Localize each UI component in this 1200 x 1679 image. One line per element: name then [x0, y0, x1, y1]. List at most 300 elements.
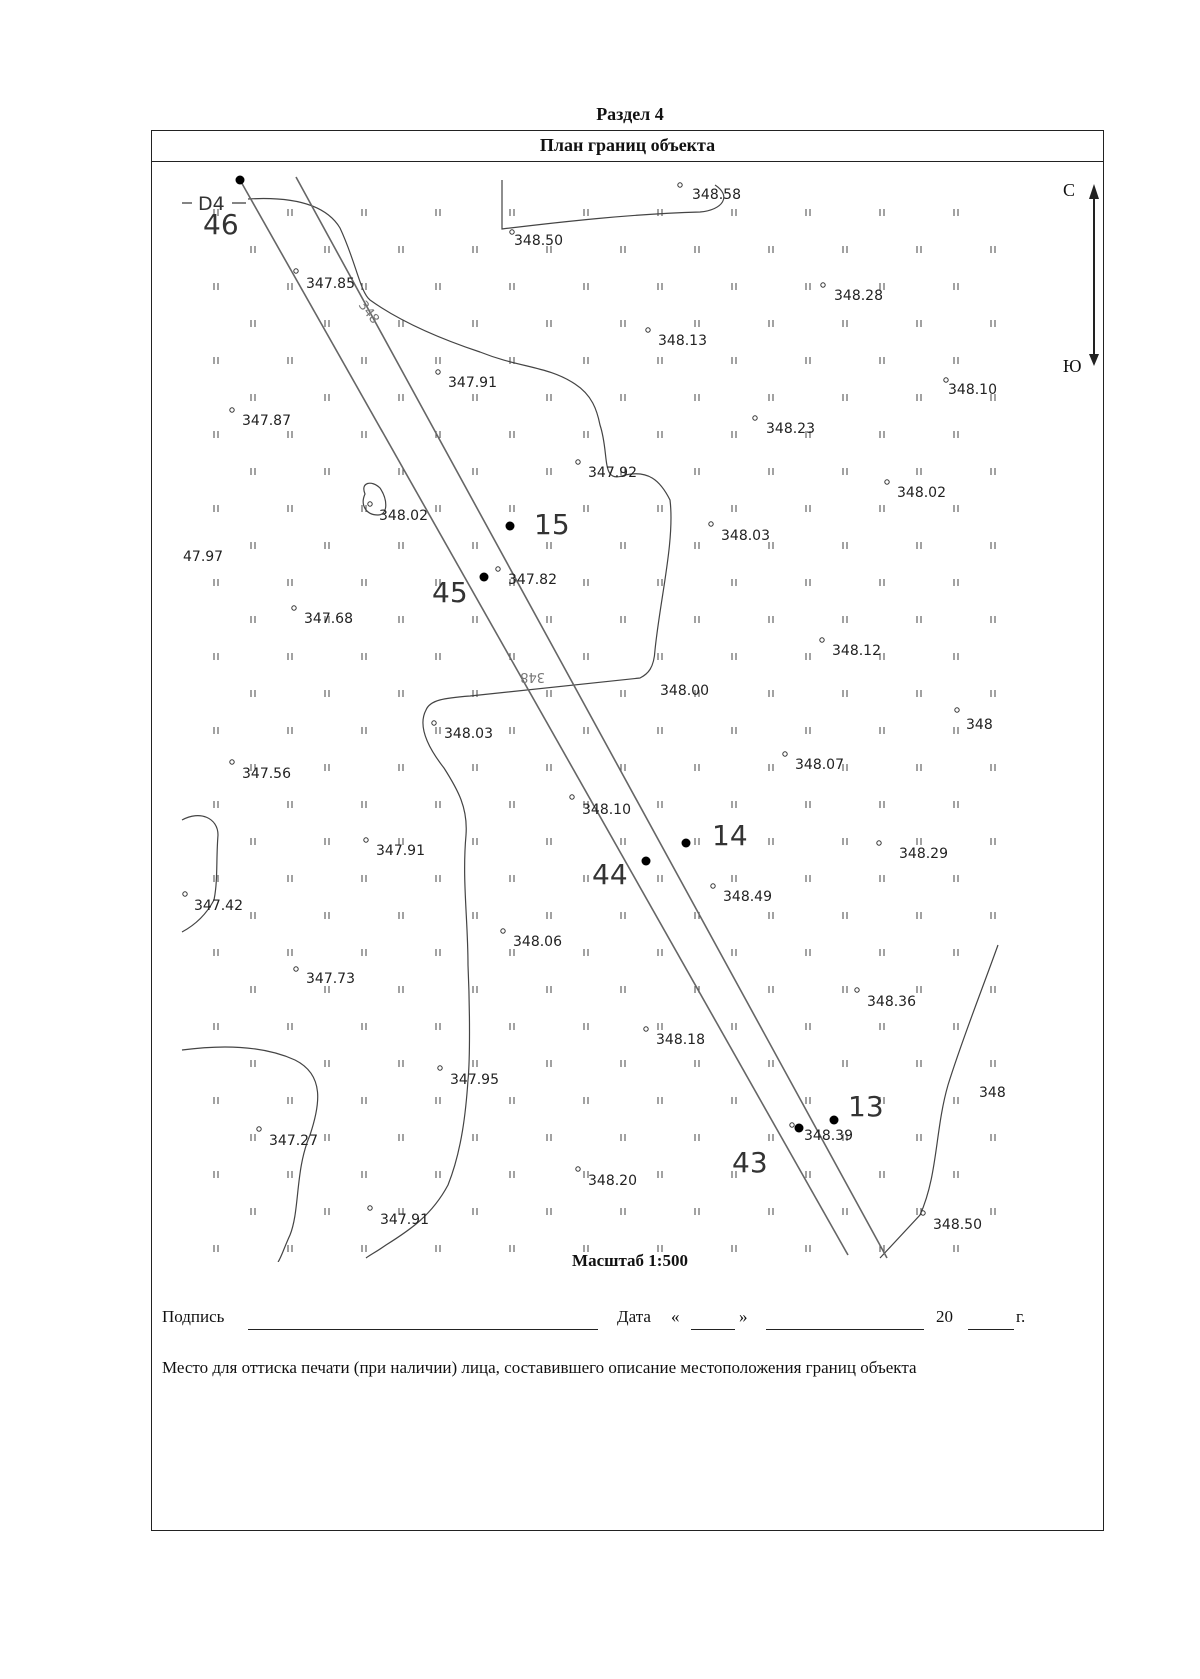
grid-mark	[806, 357, 810, 364]
spot-height-marker	[570, 795, 574, 799]
spot-height	[294, 269, 355, 292]
spot-height	[292, 606, 353, 627]
grid-mark	[362, 727, 366, 734]
grid-mark	[806, 505, 810, 512]
spot-height-value: 348.13	[658, 333, 707, 349]
grid-mark	[621, 690, 625, 697]
boundary-point-label: 13	[848, 1090, 884, 1123]
grid-mark	[399, 1134, 403, 1141]
grid-mark	[288, 1097, 292, 1104]
compass	[1089, 184, 1099, 366]
grid-mark	[806, 283, 810, 290]
grid-mark	[473, 1134, 477, 1141]
spot-height	[510, 230, 563, 249]
grid-mark	[288, 949, 292, 956]
grid-mark	[399, 468, 403, 475]
grid-mark	[880, 949, 884, 956]
spot-height	[368, 502, 428, 524]
spot-height-value: 348.10	[582, 802, 631, 818]
grid-mark	[473, 838, 477, 845]
grid-mark	[436, 1097, 440, 1104]
spot-height	[885, 480, 946, 501]
grid-mark	[473, 246, 477, 253]
grid-mark	[917, 616, 921, 623]
grid-mark	[473, 912, 477, 919]
spot-height-value: 348.50	[933, 1217, 982, 1233]
grid-mark	[288, 579, 292, 586]
grid-mark	[325, 1060, 329, 1067]
spot-height-marker	[753, 416, 757, 420]
grid-mark	[510, 1023, 514, 1030]
grid-mark	[621, 838, 625, 845]
spot-height-marker	[432, 721, 436, 725]
grid-mark	[843, 838, 847, 845]
grid-mark	[473, 1060, 477, 1067]
boundary-point-label: 14	[712, 819, 748, 852]
grid-mark	[695, 468, 699, 475]
grid-mark	[880, 1171, 884, 1178]
grid-mark	[510, 949, 514, 956]
spot-height	[644, 1027, 705, 1048]
spot-height-value: 347.85	[306, 276, 355, 292]
grid-mark	[917, 690, 921, 697]
spot-height-marker	[496, 567, 500, 571]
spot-height-value: 348.06	[513, 934, 562, 950]
spot-height-marker	[576, 1167, 580, 1171]
spot-height	[709, 522, 770, 544]
grid-mark	[954, 1023, 958, 1030]
spot-height-marker	[678, 183, 682, 187]
spot-height-value: 347.92	[588, 465, 637, 481]
grid-mark	[547, 1060, 551, 1067]
grid-mark	[732, 283, 736, 290]
grid-mark	[362, 579, 366, 586]
grid-mark	[880, 431, 884, 438]
grid-mark	[917, 986, 921, 993]
grid-mark	[214, 1097, 218, 1104]
plan-title: План границ объекта	[151, 130, 1104, 162]
grid-mark	[769, 1134, 773, 1141]
grid-mark	[399, 986, 403, 993]
grid-mark	[732, 1097, 736, 1104]
grid-mark	[436, 505, 440, 512]
grid-mark	[251, 1060, 255, 1067]
grid-mark	[510, 1097, 514, 1104]
grid-mark	[991, 912, 995, 919]
grid-mark	[325, 468, 329, 475]
grid-mark	[214, 653, 218, 660]
boundary-line-right	[296, 177, 887, 1258]
grid-mark	[510, 209, 514, 216]
grid-mark	[769, 764, 773, 771]
boundary-point-marker	[236, 176, 245, 185]
grid-mark	[399, 616, 403, 623]
grid-mark	[436, 1171, 440, 1178]
spot-height-marker	[711, 884, 715, 888]
spot-height-value: 348.18	[656, 1032, 705, 1048]
spot-height	[230, 408, 291, 429]
grid-mark	[547, 838, 551, 845]
grid-mark	[917, 1060, 921, 1067]
grid-mark	[473, 986, 477, 993]
grid-mark	[473, 764, 477, 771]
grid-mark	[584, 875, 588, 882]
grid-mark	[658, 431, 662, 438]
grid-mark	[362, 949, 366, 956]
grid-mark	[769, 468, 773, 475]
grid-mark	[880, 505, 884, 512]
scale-label: Масштаб 1:500	[572, 1251, 688, 1270]
grid-mark	[954, 431, 958, 438]
date-quote-open: «	[671, 1307, 680, 1326]
grid-mark	[769, 838, 773, 845]
grid-mark	[658, 1023, 662, 1030]
grid-mark	[251, 246, 255, 253]
grid-mark	[362, 801, 366, 808]
grid-mark	[991, 764, 995, 771]
grid-mark	[214, 1171, 218, 1178]
section-heading: Раздел 4	[596, 104, 664, 124]
grid-mark	[214, 727, 218, 734]
grid-mark	[436, 949, 440, 956]
grid-mark	[473, 394, 477, 401]
grid-mark	[658, 579, 662, 586]
spot-height-value: 348.39	[804, 1128, 853, 1144]
spot-height	[183, 892, 243, 914]
grid-mark	[732, 209, 736, 216]
grid-mark	[584, 579, 588, 586]
grid-mark	[806, 653, 810, 660]
grid-mark	[251, 838, 255, 845]
spot-height-value: 348.12	[832, 643, 881, 659]
grid-mark	[362, 1097, 366, 1104]
grid-mark	[806, 801, 810, 808]
spot-height-value: 348.50	[514, 233, 563, 249]
boundary-point-label: 43	[732, 1146, 768, 1179]
grid-mark	[473, 616, 477, 623]
grid-mark	[991, 1134, 995, 1141]
spot-height-marker	[821, 283, 825, 287]
grid-mark	[954, 653, 958, 660]
grid-mark	[991, 986, 995, 993]
spot-height	[230, 760, 291, 782]
grid-mark	[621, 764, 625, 771]
grid-mark	[399, 764, 403, 771]
grid-mark	[436, 875, 440, 882]
grid-mark	[732, 357, 736, 364]
spot-height-value: 348.20	[588, 1173, 637, 1189]
spot-height-value: 348.28	[834, 288, 883, 304]
spot-height-value: 347.56	[242, 766, 291, 782]
grid-mark	[584, 727, 588, 734]
grid-mark	[362, 875, 366, 882]
grid-mark	[806, 727, 810, 734]
boundary-point-43	[732, 1124, 804, 1180]
grid-mark	[991, 320, 995, 327]
grid-mark	[621, 912, 625, 919]
grid-mark	[436, 727, 440, 734]
grid-mark	[695, 1208, 699, 1215]
grid-mark	[510, 875, 514, 882]
grid-mark	[584, 357, 588, 364]
spot-height	[368, 1206, 429, 1228]
grid-mark	[251, 542, 255, 549]
grid-mark	[325, 542, 329, 549]
signature-field[interactable]	[248, 1329, 598, 1330]
grid-mark	[806, 1097, 810, 1104]
grid-mark	[991, 690, 995, 697]
grid-mark	[584, 283, 588, 290]
grid-mark	[954, 1097, 958, 1104]
grid-mark	[325, 912, 329, 919]
grid-mark	[806, 579, 810, 586]
spot-height-marker	[294, 269, 298, 273]
spot-height-marker	[292, 606, 296, 610]
grid-mark	[399, 246, 403, 253]
spot-height	[955, 708, 993, 733]
compass-north-label: С	[1063, 180, 1076, 200]
spot-height	[753, 416, 815, 437]
grid-mark	[510, 505, 514, 512]
boundary-point-44	[592, 857, 651, 892]
grid-mark	[325, 986, 329, 993]
grid-mark	[547, 616, 551, 623]
grid-mark	[325, 320, 329, 327]
grid-mark	[658, 209, 662, 216]
spot-height	[678, 183, 741, 203]
spot-height	[294, 967, 355, 987]
grid-mark	[843, 542, 847, 549]
grid-mark	[510, 431, 514, 438]
grid-mark	[954, 1171, 958, 1178]
grid-mark	[288, 283, 292, 290]
grid-mark	[806, 1023, 810, 1030]
grid-mark	[547, 1134, 551, 1141]
grid-mark	[288, 1171, 292, 1178]
grid-mark	[288, 209, 292, 216]
spot-height-marker	[783, 752, 787, 756]
grid-mark	[325, 394, 329, 401]
spot-height	[711, 884, 772, 905]
spot-height-marker	[436, 370, 440, 374]
grid-mark	[843, 1208, 847, 1215]
spot-height-marker	[646, 328, 650, 332]
grid-mark	[621, 616, 625, 623]
year-suffix: г.	[1016, 1307, 1026, 1326]
grid-mark	[695, 394, 699, 401]
grid-mark	[325, 838, 329, 845]
spot-height-marker	[855, 988, 859, 992]
spot-height-marker	[368, 502, 372, 506]
grid-mark	[658, 949, 662, 956]
grid-mark	[991, 542, 995, 549]
spot-height-value: 348.36	[867, 994, 916, 1010]
grid-mark	[473, 320, 477, 327]
spot-height	[436, 370, 497, 391]
grid-mark	[769, 616, 773, 623]
grid-mark	[547, 1208, 551, 1215]
date-month-field[interactable]	[766, 1329, 924, 1330]
grid-mark	[399, 320, 403, 327]
grid-mark	[214, 1023, 218, 1030]
spot-height-value: 347.91	[448, 375, 497, 391]
spot-height	[921, 1211, 982, 1233]
grid-mark	[917, 764, 921, 771]
grid-mark	[769, 246, 773, 253]
spot-height	[432, 721, 493, 742]
spot-height	[257, 1127, 318, 1149]
grid-mark	[325, 690, 329, 697]
grid-mark	[399, 912, 403, 919]
spot-height-value: 347.27	[269, 1133, 318, 1149]
grid-mark	[584, 431, 588, 438]
grid-mark	[473, 1208, 477, 1215]
grid-mark	[621, 246, 625, 253]
grid-mark	[547, 542, 551, 549]
boundary-point-label: 15	[534, 508, 570, 541]
grid-mark	[214, 283, 218, 290]
corner-label: D4	[198, 193, 225, 215]
grid-mark	[399, 542, 403, 549]
grid-mark	[251, 468, 255, 475]
grid-mark	[214, 801, 218, 808]
grid-mark	[843, 246, 847, 253]
grid-mark	[843, 468, 847, 475]
contour-label: 348	[354, 298, 382, 328]
grid-mark	[991, 1060, 995, 1067]
grid-mark	[436, 283, 440, 290]
spot-height-value: 347.42	[194, 898, 243, 914]
contour-line-top	[502, 180, 724, 229]
grid-mark	[510, 283, 514, 290]
grid-mark	[251, 986, 255, 993]
boundary-point-marker	[642, 857, 651, 866]
grid-mark	[658, 283, 662, 290]
spot-height-value: 348.00	[660, 683, 709, 699]
grid-mark	[880, 875, 884, 882]
spot-height-value: 347.68	[304, 611, 353, 627]
grid-mark	[584, 949, 588, 956]
spot-height-marker	[438, 1066, 442, 1070]
grid-mark	[991, 1208, 995, 1215]
grid-mark	[954, 579, 958, 586]
grid-mark	[547, 690, 551, 697]
date-year-field[interactable]	[968, 1329, 1014, 1330]
grid-mark	[362, 209, 366, 216]
spot-height-value: 348.29	[899, 846, 948, 862]
grid-mark	[621, 1060, 625, 1067]
spot-height-marker	[364, 838, 368, 842]
grid-mark	[695, 542, 699, 549]
grid-mark	[843, 912, 847, 919]
grid-mark	[621, 1208, 625, 1215]
strip-boundary	[240, 177, 887, 1258]
grid-mark	[991, 246, 995, 253]
grid-mark	[251, 320, 255, 327]
spot-height-value: 348.02	[379, 508, 428, 524]
grid-mark	[732, 1023, 736, 1030]
spot-heights	[183, 183, 1006, 1233]
grid-mark	[510, 801, 514, 808]
grid-mark	[880, 801, 884, 808]
boundary-point-marker	[506, 522, 515, 531]
contour-labels	[355, 298, 545, 684]
grid-mark	[251, 690, 255, 697]
grid-mark	[769, 394, 773, 401]
grid-mark	[806, 209, 810, 216]
grid-mark	[473, 468, 477, 475]
spot-height	[576, 1167, 637, 1189]
grid-mark	[288, 653, 292, 660]
boundary-point-46	[203, 176, 245, 242]
grid-mark	[436, 801, 440, 808]
grid-mark	[843, 616, 847, 623]
spot-height	[660, 683, 709, 699]
spot-height-marker	[576, 460, 580, 464]
grid-mark	[251, 616, 255, 623]
grid-mark	[621, 394, 625, 401]
grid-mark	[732, 505, 736, 512]
grid-mark	[917, 320, 921, 327]
grid-mark	[769, 986, 773, 993]
grid-mark	[695, 1134, 699, 1141]
grid-mark	[732, 727, 736, 734]
grid-mark	[658, 727, 662, 734]
grid-mark	[214, 949, 218, 956]
contour-line-right	[880, 945, 998, 1258]
date-day-field[interactable]	[691, 1329, 735, 1330]
grid-mark	[732, 949, 736, 956]
grid-mark	[399, 690, 403, 697]
grid-mark	[584, 1097, 588, 1104]
grid-mark	[325, 1134, 329, 1141]
spot-height	[979, 1085, 1006, 1101]
grid-mark	[843, 690, 847, 697]
grid-mark	[954, 283, 958, 290]
spot-height-marker	[885, 480, 889, 484]
spot-height-value: 348.07	[795, 757, 844, 773]
grid-mark	[769, 912, 773, 919]
grid-mark	[362, 1023, 366, 1030]
signature-label: Подпись	[162, 1307, 225, 1326]
grid-mark	[251, 1208, 255, 1215]
grid-mark	[954, 949, 958, 956]
spot-height-marker	[294, 967, 298, 971]
grid-mark	[325, 246, 329, 253]
grid-mark	[288, 505, 292, 512]
grid-mark	[954, 801, 958, 808]
grid-mark	[547, 986, 551, 993]
grid-mark	[843, 394, 847, 401]
grid-mark	[954, 209, 958, 216]
boundary-point-label: 46	[203, 208, 239, 241]
boundary-point-marker	[682, 839, 691, 848]
grid-mark	[732, 875, 736, 882]
grid-mark	[658, 357, 662, 364]
grid-mark	[732, 801, 736, 808]
grid-mark	[436, 653, 440, 660]
grid-mark	[917, 468, 921, 475]
grid-mark	[658, 653, 662, 660]
spot-height-value: 348.10	[948, 382, 997, 398]
grid-mark	[288, 875, 292, 882]
grid-mark	[214, 431, 218, 438]
boundary-point-marker	[795, 1124, 804, 1133]
grid-mark	[399, 1060, 403, 1067]
grid-mark	[436, 357, 440, 364]
grid-mark	[695, 838, 699, 845]
grid-mark	[954, 727, 958, 734]
